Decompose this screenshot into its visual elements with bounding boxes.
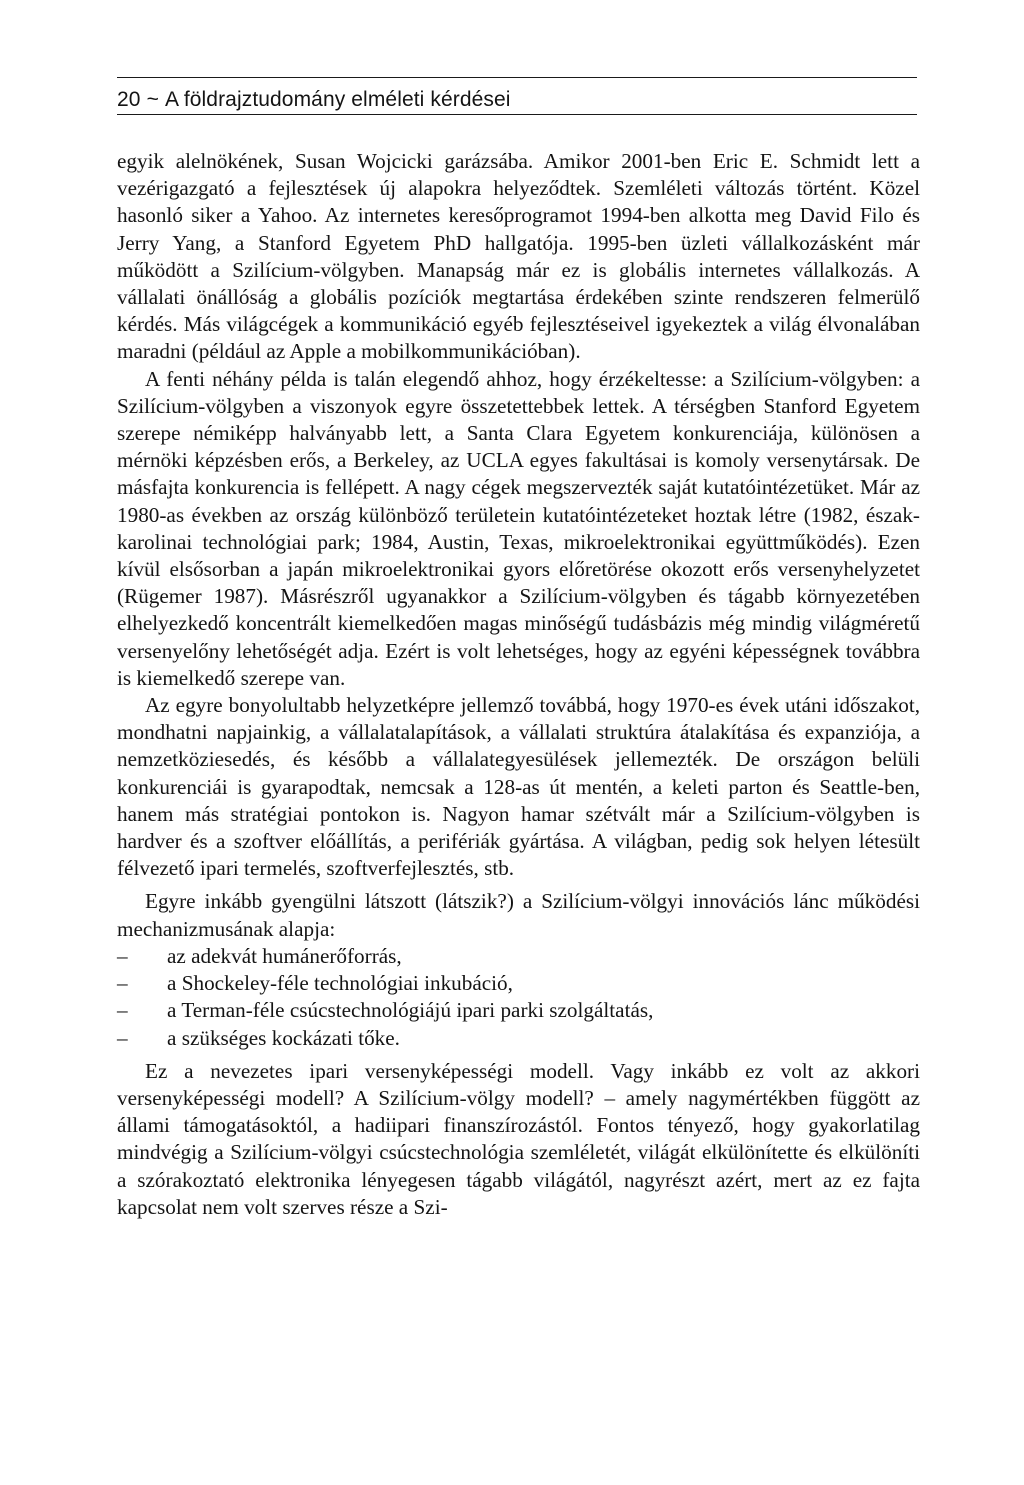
paragraph-2: A fenti néhány példa is talán elegendő ahhoz, hogy érzékeltesse: a Szilícium-völgyben: a Szilícium-völgyben a viszonyok egyre összetettebbek lettek. A térségben Stanford Egyetem szerepe némiképp halványabb lett, a Santa Clara Egyetem konkurenciája, különösen a mérnöki képzésben erős, a Berkeley, az UCLA egyes fakultásai is komoly versenytársak. De másfajta konkurencia is fellépett. A nagy cégek megszervezték saját kutatóintézetüket. Már az 1980-as években az ország különböző területein kutatóintézeteket hoztak létre (1982, észak-karolinai technológiai park; 1984, Austin, Texas, mikroelektronikai együttműködés). Ezen kívül elsősorban a japán mikroelektronikai gyors előretörése okozott erős versenyhelyzetet (Rügemer 1987). Másrészről ugyanakkor a Szilícium-völgyben és tágabb környezetében elhelyezkedő koncentrált kiemelkedően magas minőségű tudásbázis még mindig világméretű versenyelőny lehetőségét adja. Ezért is volt lehetséges, hogy az egyéni képességnek továbbra is kiemelkedő szerepe van. — [117, 366, 920, 690]
list-item-text: a szükséges kockázati tőke. — [167, 1025, 400, 1050]
paragraph-3: Az egyre bonyolultabb helyzetképre jellemző továbbá, hogy 1970-es évek utáni időszakot, mondhatni napjainkig, a vállalatalapítások, a vállalati struktúra átalakítása és expanziója, a nemzetköziesedés, és később a vállalategyesülések jellemezték. De országon belüli konkurenciái is gyarapodtak, nemcsak a 128-as út mentén, a keleti parton és Seattle-ben, hanem más stratégiai pontokon is. Nagyon hamar szétvált már a Szilícium-völgyben is hardver és a szoftver előállítás, a perifériák gyártása. A világban, pedig sok helyen létesült félvezető ipari termelés, szoftverfejlesztés, stb. — [117, 693, 920, 881]
page-body — [117, 148, 920, 1221]
list-dash: – — [117, 943, 128, 968]
list-item — [117, 1025, 920, 1052]
header-text — [117, 88, 511, 114]
list-item — [117, 970, 920, 997]
list-item-text: a Shockeley-féle technológiai inkubáció, — [167, 971, 513, 996]
mechanism-list — [117, 943, 920, 1052]
list-dash: – — [117, 971, 128, 996]
list-item-text: az adekvát humánerőforrás, — [167, 943, 402, 968]
running-header — [117, 80, 917, 115]
closing-paragraph: Ez a nevezetes ipari versenyképességi modell. Vagy inkább ez volt az akkori versenyképességi modell? A Szilícium-völgy modell? – amely nagymértékben függött az állami támogatásoktól, a hadiipari finanszírozástól. Fontos tényező, hogy gyakorlatilag mindvégig a Szilícium-völgyi csúcstechnológia szemléletét, világát elkülönítette és elkülöníti a szórakoztató elektronika lényegesen tágabb világától, nagyrészt azért, mert az ez fajta kapcsolat nem volt szerves része a Szi- — [117, 1058, 920, 1219]
header-separator: ~ — [146, 88, 159, 111]
header-rule-top — [117, 77, 917, 78]
page-number: 20 — [117, 88, 141, 111]
list-item-text: a Terman-féle csúcstechnológiájú ipari parki szolgáltatás, — [167, 998, 654, 1023]
paragraph-1: egyik alelnökének, Susan Wojcicki garázsába. Amikor 2001-ben Eric E. Schmidt lett a vezérigazgató a fejlesztések új alapokra helyeződtek. Szemléleti változás történt. Közel hasonló siker a Yahoo. Az internetes keresőprogramot 1994-ben alkotta meg David Filo és Jerry Yang, a Stanford Egyetem PhD hallgatója. 1995-ben üzleti vállalkozásként már működött a Szilícium-völgyben. Manapság már ez is globális internetes vállalkozás. A vállalati önállóság a globális pozíciók megtartása érdekében szinte rendszeren felmerülő kérdés. Más világcégek a kommunikáció egyéb fejlesztéseivel igyekeztek a világ élvonalában maradni (például az Apple a mobilkommunikációban). — [117, 149, 920, 364]
paragraph-4: Egyre inkább gyengülni látszott (látszik?) a Szilícium-völgyi innovációs lánc működési mechanizmusának alapja: — [117, 889, 920, 941]
running-title: A földrajztudomány elméleti kérdései — [164, 88, 511, 111]
list-dash: – — [117, 998, 128, 1023]
list-dash: – — [117, 1025, 128, 1050]
list-item — [117, 997, 920, 1024]
list-item — [117, 943, 920, 970]
